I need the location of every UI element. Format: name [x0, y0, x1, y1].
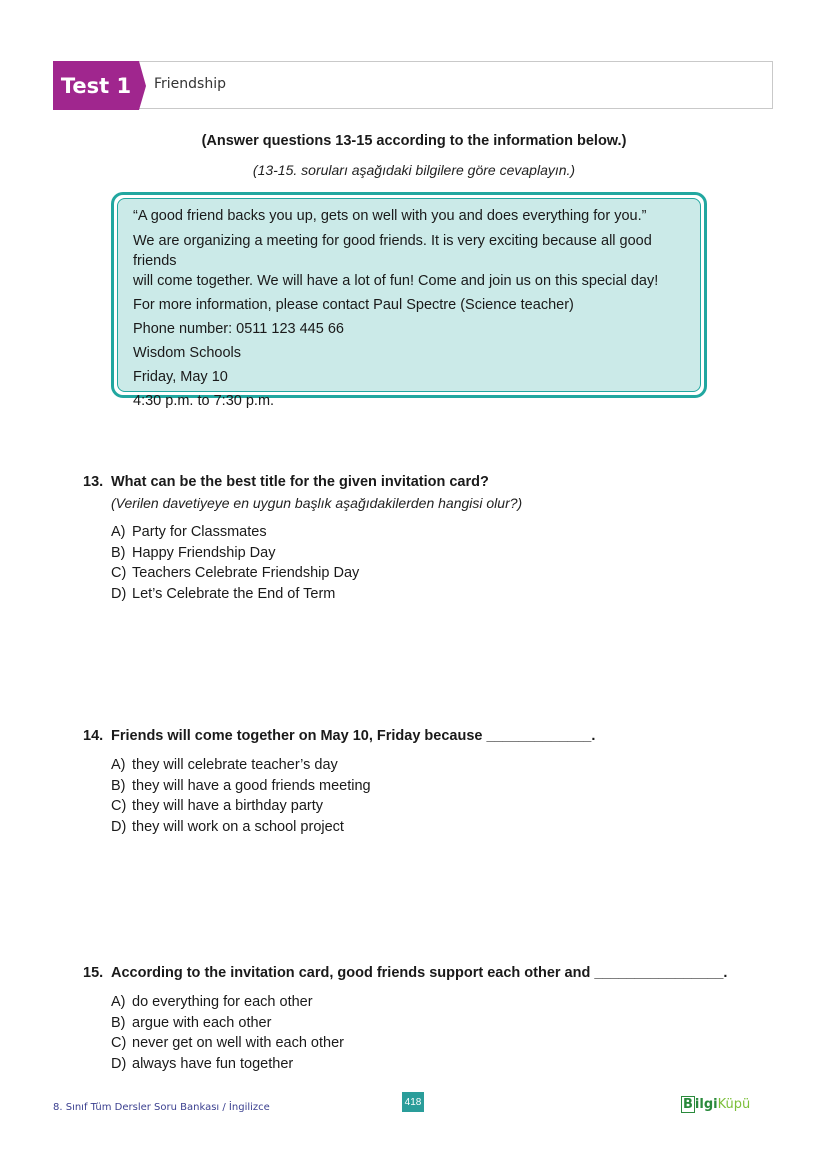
option-letter: C) — [111, 798, 127, 814]
card-date: Friday, May 10 — [133, 369, 228, 385]
question-text: Friends will come together on May 10, Friday because _____________. — [111, 728, 596, 744]
option-text: Happy Friendship Day — [132, 544, 276, 561]
test-badge: Test 1 — [53, 61, 139, 110]
page-number: 418 — [402, 1092, 424, 1112]
test-header — [53, 61, 773, 109]
logo-text: ilgi — [694, 1097, 718, 1112]
card-time: 4:30 p.m. to 7:30 p.m. — [133, 393, 275, 409]
option-text: Party for Classmates — [132, 524, 267, 540]
option-d[interactable] — [111, 1056, 763, 1077]
card-paragraph — [133, 231, 686, 291]
option-list — [111, 524, 763, 606]
option-b[interactable] — [111, 1015, 763, 1036]
publisher-logo — [681, 1097, 750, 1112]
question-translation: (Verilen davetiyeye en uygun başlık aşağıdakilerden hangisi olur?) — [111, 495, 523, 511]
option-letter: A) — [111, 524, 126, 540]
option-text: never get on well with each other — [132, 1035, 344, 1051]
option-letter: D) — [111, 585, 127, 602]
question-number: 14. — [83, 728, 104, 744]
option-c[interactable] — [111, 798, 763, 819]
option-letter: B) — [111, 544, 126, 561]
instruction-turkish: (13-15. soruları aşağıdaki bilgilere göre cevaplayın.) — [252, 162, 576, 178]
option-text: Teachers Celebrate Friendship Day — [132, 565, 360, 581]
question-15 — [83, 965, 763, 1076]
option-list — [111, 757, 763, 839]
option-letter: A) — [111, 994, 126, 1010]
option-text: argue with each other — [132, 1014, 272, 1031]
option-b[interactable] — [111, 545, 763, 566]
question-number: 13. — [83, 474, 104, 490]
option-list — [111, 994, 763, 1076]
topic-title: Friendship — [154, 76, 226, 92]
option-a[interactable] — [111, 994, 763, 1015]
option-a[interactable] — [111, 757, 763, 778]
option-text: they will have a birthday party — [132, 798, 324, 814]
invitation-card — [111, 192, 707, 409]
question-stem — [83, 728, 763, 744]
option-text: they will celebrate teacher’s day — [132, 757, 338, 773]
option-d[interactable] — [111, 586, 763, 607]
question-14 — [83, 728, 763, 839]
footer-book-title: 8. Sınıf Tüm Dersler Soru Bankası / İngilizce — [53, 1102, 270, 1113]
option-c[interactable] — [111, 1035, 763, 1056]
option-text: do everything for each other — [132, 994, 313, 1010]
instruction-english: (Answer questions 13-15 according to the information below.) — [201, 133, 627, 149]
option-b[interactable] — [111, 778, 763, 799]
card-paragraph-line: We are organizing a meeting for good friends. It is very exciting because all good friends — [133, 233, 652, 269]
option-letter: B) — [111, 777, 126, 794]
card-school: Wisdom Schools — [133, 345, 241, 361]
badge-arrow-shape — [139, 61, 146, 110]
option-c[interactable] — [111, 565, 763, 586]
option-letter: C) — [111, 565, 127, 581]
option-text: they will have a good friends meeting — [132, 777, 371, 794]
question-stem — [83, 965, 763, 981]
option-letter: B) — [111, 1014, 126, 1031]
option-letter: C) — [111, 1035, 127, 1051]
option-letter: D) — [111, 1055, 127, 1072]
question-13 — [83, 474, 763, 606]
question-text: According to the invitation card, good friends support each other and ________________. — [111, 965, 728, 981]
option-text: they will work on a school project — [132, 818, 344, 835]
option-letter: D) — [111, 818, 127, 835]
card-phone: Phone number: 0511 123 445 66 — [133, 321, 344, 337]
logo-letter: B — [683, 1097, 693, 1112]
option-d[interactable] — [111, 819, 763, 840]
option-letter: A) — [111, 757, 126, 773]
card-contact: For more information, please contact Paul Spectre (Science teacher) — [133, 297, 574, 313]
invitation-card-body — [117, 198, 701, 409]
card-quote: “A good friend backs you up, gets on well with you and does everything for you.” — [133, 208, 647, 224]
logo-text-accent: Küpü — [717, 1097, 751, 1112]
option-text: Let’s Celebrate the End of Term — [132, 585, 336, 602]
card-paragraph-line: will come together. We will have a lot of fun! Come and join us on this special day! — [133, 273, 659, 289]
option-text: always have fun together — [132, 1055, 294, 1072]
question-stem — [83, 474, 763, 490]
option-a[interactable] — [111, 524, 763, 545]
question-number: 15. — [83, 965, 104, 981]
question-text: What can be the best title for the given invitation card? — [111, 474, 489, 490]
